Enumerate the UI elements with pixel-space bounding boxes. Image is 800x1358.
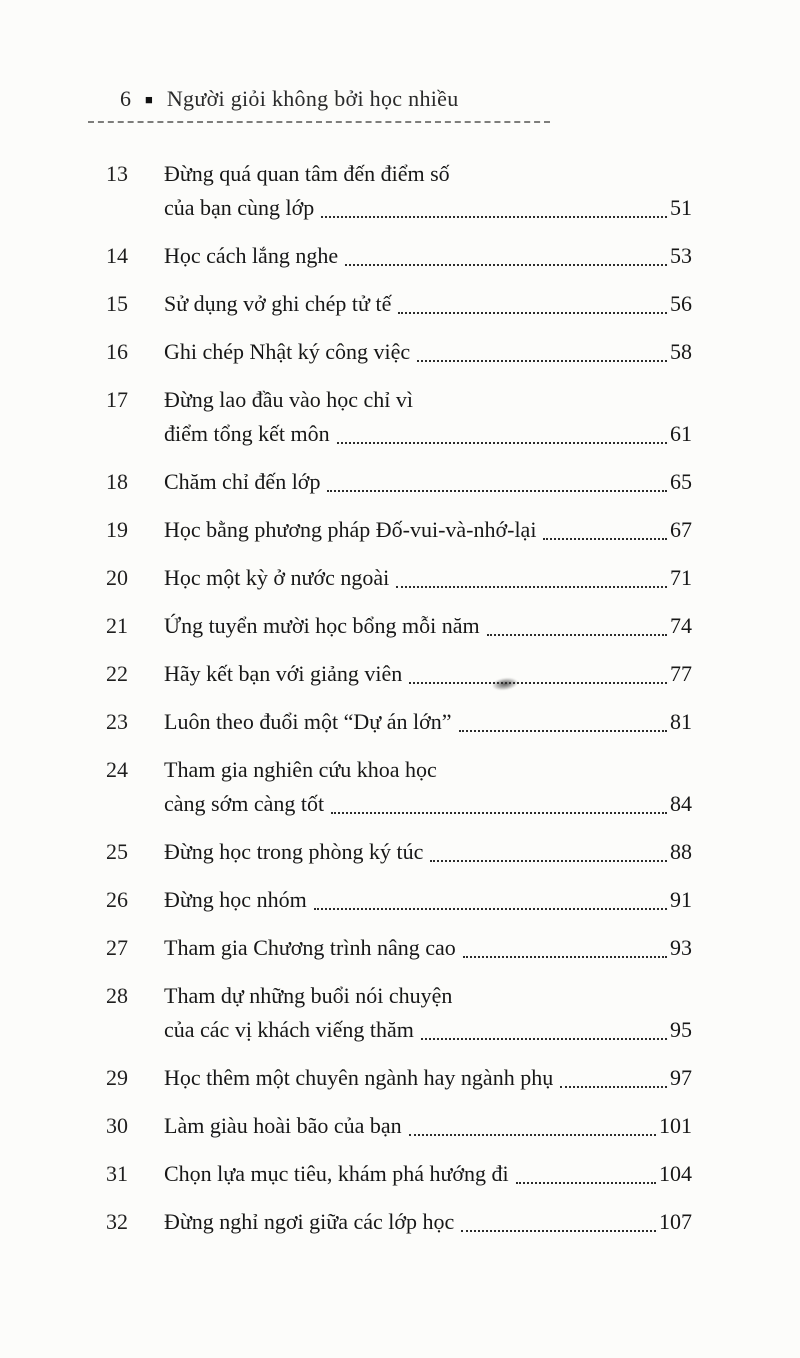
dot-leader [560,1086,667,1088]
dot-leader [543,538,667,540]
toc-entry-body [164,561,692,595]
chapter-title: Ứng tuyển mười học bổng mỗi năm [164,613,480,638]
chapter-title: Đừng nghỉ ngơi giữa các lớp học [164,1209,455,1234]
chapter-number: 15 [106,291,128,316]
chapter-title: Luôn theo đuổi một “Dự án lớn” [164,709,452,734]
page-number: 95 [670,1017,692,1042]
toc-entry-body [164,1205,692,1239]
chapter-number: 23 [106,709,128,734]
toc-entry-body [164,1109,692,1143]
page-number: 61 [670,421,692,446]
dot-leader [337,442,667,444]
toc-entry-line [164,705,692,739]
toc-entry-line [164,383,692,417]
toc-entry-line [164,157,692,191]
toc-entry [106,705,692,739]
chapter-number: 21 [106,613,128,638]
chapter-number: 14 [106,243,128,268]
toc-entry [106,883,692,917]
toc-entry [106,657,692,691]
toc-entry-body [164,513,692,547]
chapter-title: Chọn lựa mục tiêu, khám phá hướng đi [164,1161,509,1186]
chapter-title: Học bằng phương pháp Đố-vui-và-nhớ-lại [164,517,537,542]
toc-entry-line [164,657,692,691]
toc-entry-line [164,1061,692,1095]
toc-entry-line [164,335,692,369]
page-number: 58 [670,339,692,364]
dot-leader [461,1230,656,1232]
toc-entry-body [164,835,692,869]
chapter-title: Tham gia Chương trình nâng cao [164,935,456,960]
toc-entry [106,239,692,273]
toc-entry-line [164,609,692,643]
chapter-number: 29 [106,1065,128,1090]
chapter-title: điểm tổng kết môn [164,421,330,446]
chapter-title: Đừng học trong phòng ký túc [164,839,424,864]
chapter-title: Đừng quá quan tâm đến điểm số [164,161,450,186]
page-number: 104 [659,1161,692,1186]
toc-entry [106,383,692,451]
dot-leader [396,586,667,588]
page-number: 88 [670,839,692,864]
toc-entry-body [164,609,692,643]
dot-leader [430,860,667,862]
toc-entry-line [164,1013,692,1047]
chapter-title: Tham gia nghiên cứu khoa học [164,757,437,782]
toc-entry-body [164,335,692,369]
dot-leader [463,956,667,958]
toc-entry [106,1157,692,1191]
toc-entry-line [164,1157,692,1191]
chapter-title: của các vị khách viếng thăm [164,1017,414,1042]
toc-entry-body [164,657,692,691]
toc-entry-line [164,513,692,547]
chapter-title: của bạn cùng lớp [164,195,315,220]
page-number: 101 [659,1113,692,1138]
chapter-number: 27 [106,935,128,960]
dot-leader [417,360,667,362]
chapter-number: 30 [106,1113,128,1138]
dot-leader [516,1182,656,1184]
toc-entry-body [164,1061,692,1095]
chapter-number: 25 [106,839,128,864]
toc-entry [106,1109,692,1143]
dot-leader [398,312,667,314]
folio-page-number: 6 [120,86,131,111]
chapter-number: 26 [106,887,128,912]
chapter-number: 16 [106,339,128,364]
toc-entry-body [164,157,692,225]
dot-leader [331,812,667,814]
chapter-number: 32 [106,1209,128,1234]
toc-entry-line [164,883,692,917]
toc-entry-line [164,191,692,225]
toc-entry-line [164,1205,692,1239]
chapter-title: Ghi chép Nhật ký công việc [164,339,411,364]
toc-entry [106,1061,692,1095]
toc-entry-body [164,979,692,1047]
toc-entry-body [164,465,692,499]
chapter-title: Đừng học nhóm [164,887,307,912]
page-number: 51 [670,195,692,220]
chapter-title: Hãy kết bạn với giảng viên [164,661,403,686]
chapter-number: 20 [106,565,128,590]
toc-entry [106,157,692,225]
dot-leader [314,908,667,910]
toc-entry [106,513,692,547]
chapter-number: 13 [106,161,128,186]
toc-entry-body [164,753,692,821]
page-number: 67 [670,517,692,542]
page-number: 77 [670,661,692,686]
chapter-number: 28 [106,983,128,1008]
toc-entry-line [164,561,692,595]
toc-entry-body [164,239,692,273]
page-number: 65 [670,469,692,494]
toc-entry-line [164,787,692,821]
chapter-number: 17 [106,387,128,412]
page-number: 97 [670,1065,692,1090]
chapter-title: Học một kỳ ở nước ngoài [164,565,390,590]
toc-entry-body [164,931,692,965]
page-number: 93 [670,935,692,960]
toc-entry-line [164,287,692,321]
toc-entry [106,609,692,643]
chapter-title: Học cách lắng nghe [164,243,339,268]
chapter-number: 18 [106,469,128,494]
chapter-number: 22 [106,661,128,686]
toc-entry-body [164,705,692,739]
toc-entry-body [164,383,692,451]
toc-entry [106,835,692,869]
chapter-title: Tham dự những buổi nói chuyện [164,983,453,1008]
toc-entry [106,1205,692,1239]
toc-entry [106,465,692,499]
toc-entry-line [164,835,692,869]
chapter-title: Sử dụng vở ghi chép tử tế [164,291,392,316]
toc-entry-body [164,1157,692,1191]
chapter-title: Học thêm một chuyên ngành hay ngành phụ [164,1065,554,1090]
toc-list [106,157,692,1239]
page-number: 56 [670,291,692,316]
page-number: 107 [659,1209,692,1234]
page-number: 71 [670,565,692,590]
chapter-number: 24 [106,757,128,782]
toc-entry [106,561,692,595]
toc-entry-line [164,1109,692,1143]
dot-leader [345,264,667,266]
chapter-title: càng sớm càng tốt [164,791,325,816]
toc-entry-body [164,287,692,321]
square-bullet-icon: ■ [145,92,153,107]
toc-entry-line [164,979,692,1013]
page-number: 91 [670,887,692,912]
dot-leader [321,216,667,218]
toc-entry [106,287,692,321]
toc-entry [106,979,692,1047]
page-number: 53 [670,243,692,268]
page-number: 81 [670,709,692,734]
dot-leader [421,1038,667,1040]
chapter-title: Đừng lao đầu vào học chỉ vì [164,387,413,412]
dot-leader [327,490,667,492]
toc-entry-body [164,883,692,917]
dot-leader [409,682,667,684]
page-number: 74 [670,613,692,638]
dot-leader [409,1134,656,1136]
dashed-rule [88,121,550,123]
page-number: 84 [670,791,692,816]
dot-leader [459,730,667,732]
toc-entry [106,753,692,821]
toc-entry-line [164,417,692,451]
toc-entry-line [164,931,692,965]
toc-entry [106,931,692,965]
toc-entry [106,335,692,369]
running-head [106,86,692,112]
dot-leader [487,634,667,636]
chapter-number: 19 [106,517,128,542]
chapter-title: Làm giàu hoài bão của bạn [164,1113,402,1138]
toc-entry-line [164,465,692,499]
chapter-title: Chăm chỉ đến lớp [164,469,321,494]
toc-entry-line [164,753,692,787]
chapter-number: 31 [106,1161,128,1186]
book-title: Người giỏi không bởi học nhiều [166,86,459,111]
toc-entry-line [164,239,692,273]
